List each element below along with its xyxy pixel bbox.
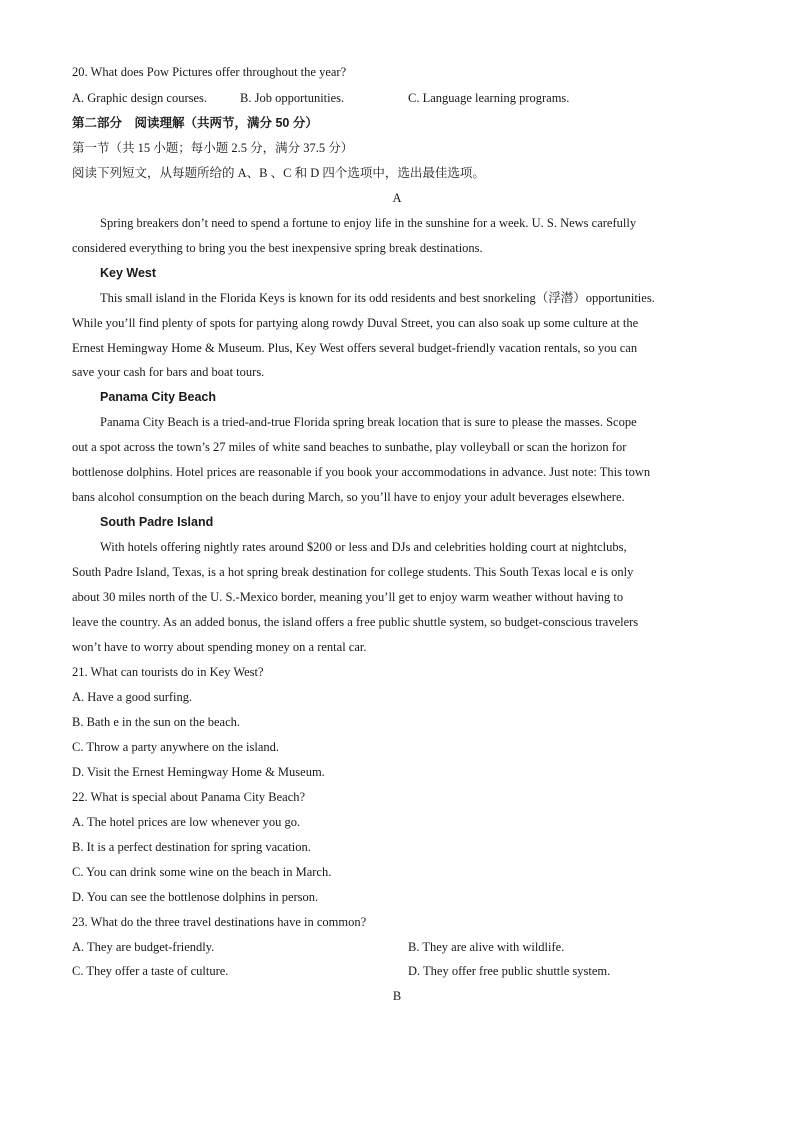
key-west-line: save your cash for bars and boat tours. (72, 365, 265, 379)
section-title: 第二部分 阅读理解（共两节，满分 50 分） (72, 116, 318, 130)
panama-heading: Panama City Beach (100, 390, 217, 404)
section-subtitle: 第一节（共 15 小题；每小题 2.5 分，满分 37.5 分） (72, 141, 354, 155)
panama-line: Panama City Beach is a tried-and-true Florida spring break location that is sure to please the masses. Scope (100, 415, 637, 429)
q22-option-b: B. It is a perfect destination for spring vacation. (72, 840, 311, 854)
padre-line: South Padre Island, Texas, is a hot spring break destination for college students. This South Texas local e is only (72, 565, 634, 579)
q23-option-d: D. They offer free public shuttle system. (408, 964, 611, 978)
padre-heading: South Padre Island (100, 515, 214, 529)
panama-line: out a spot across the town’s 27 miles of white sand beaches to sunbathe, play volleyball or scan the horizon for (72, 440, 627, 454)
passage-b-label: B (392, 989, 402, 1003)
padre-line: won’t have to worry about spending money on a rental car. (72, 640, 367, 654)
q23-option-a: A. They are budget-friendly. (72, 940, 215, 954)
q23-option-b: B. They are alive with wildlife. (408, 940, 565, 954)
section-instruction: 阅读下列短文，从每题所给的 A、B 、C 和 D 四个选项中，选出最佳选项。 (72, 166, 485, 180)
key-west-heading: Key West (100, 266, 157, 280)
key-west-line: While you’ll find plenty of spots for partying along rowdy Duval Street, you can also soak up some culture at the (72, 316, 639, 330)
q21-question: 21. What can tourists do in Key West? (72, 665, 264, 679)
q23-question: 23. What do the three travel destinations have in common? (72, 915, 367, 929)
padre-line: leave the country. As an added bonus, the island offers a free public shuttle system, so budget-conscious travelers (72, 615, 639, 629)
q22-option-d: D. You can see the bottlenose dolphins in person. (72, 890, 319, 904)
q20-option-c: C. Language learning programs. (408, 91, 570, 105)
q21-option-a: A. Have a good surfing. (72, 690, 193, 704)
q20-option-a: A. Graphic design courses. (72, 91, 208, 105)
q21-option-d: D. Visit the Ernest Hemingway Home & Museum. (72, 765, 325, 779)
panama-line: bans alcohol consumption on the beach during March, so you’ll have to enjoy your adult beverages elsewhere. (72, 490, 625, 504)
panama-line: bottlenose dolphins. Hotel prices are reasonable if you book your accommodations in advance. Just note: This town (72, 465, 651, 479)
key-west-line: This small island in the Florida Keys is known for its odd residents and best snorkeling（浮潜）opportunities. (100, 291, 655, 305)
passage-a-intro-line: Spring breakers don’t need to spend a fortune to enjoy life in the sunshine for a week. U. S. News carefully (100, 216, 637, 230)
key-west-line: Ernest Hemingway Home & Museum. Plus, Key West offers several budget-friendly vacation rentals, so you can (72, 341, 638, 355)
q21-option-b: B. Bath e in the sun on the beach. (72, 715, 241, 729)
passage-a-label: A (392, 191, 402, 205)
padre-line: about 30 miles north of the U. S.-Mexico border, meaning you’ll get to enjoy warm weather without having to (72, 590, 624, 604)
q23-option-c: C. They offer a taste of culture. (72, 964, 229, 978)
q22-option-a: A. The hotel prices are low whenever you go. (72, 815, 301, 829)
q20-option-b: B. Job opportunities. (240, 91, 345, 105)
q20-question: 20. What does Pow Pictures offer throughout the year? (72, 65, 347, 79)
q22-question: 22. What is special about Panama City Beach? (72, 790, 306, 804)
passage-a-intro-line: considered everything to bring you the best inexpensive spring break destinations. (72, 241, 483, 255)
q22-option-c: C. You can drink some wine on the beach in March. (72, 865, 332, 879)
q21-option-c: C. Throw a party anywhere on the island. (72, 740, 280, 754)
padre-line: With hotels offering nightly rates around $200 or less and DJs and celebrities holding court at nightclubs, (100, 540, 627, 554)
